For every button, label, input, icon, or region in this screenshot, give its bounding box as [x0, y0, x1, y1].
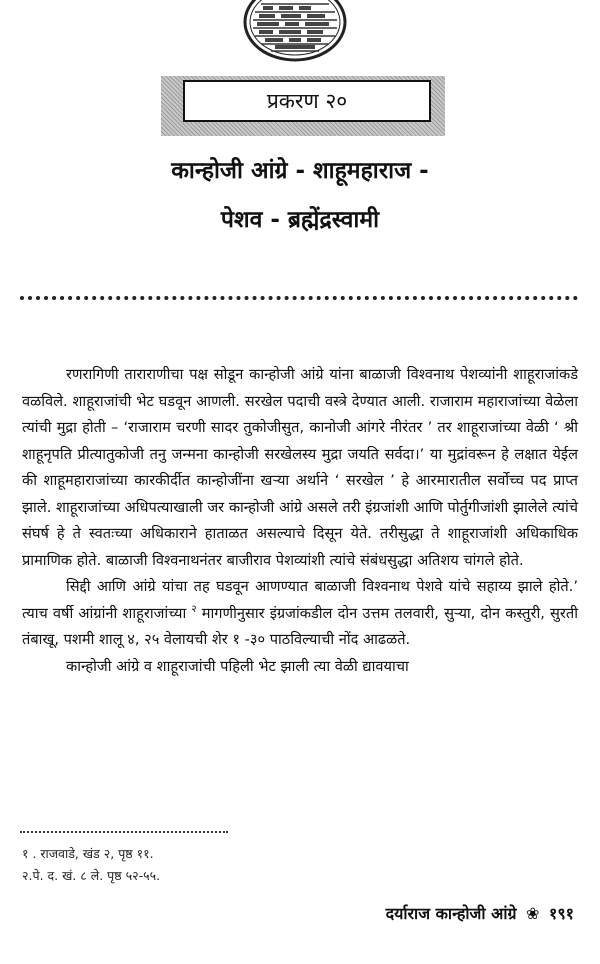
- footnote-2: २.पे. द. खं. ८ ले. पृष्ठ ५२-५५.: [22, 868, 161, 883]
- chapter-title-line-1: कान्होजी आंग्रे - शाहूमहाराज -: [171, 158, 429, 184]
- footnote-marker-2: २: [191, 603, 197, 615]
- flower-ornament-icon: ❀: [526, 904, 540, 923]
- chapter-label: प्रकरण २०: [266, 89, 348, 113]
- page-footer: [386, 902, 574, 924]
- paragraph-2-text-a: सिद्दी आणि आंग्रे यांचा तह घडवून आणण्यात बाळाजी विश्वनाथ पेशवे यांचे सहाय्य झाले होते.’ त्याच वर्षी आंग्रांनी शाहूराजांच्या: [22, 578, 578, 622]
- body-text: [22, 362, 578, 680]
- chapter-title-line-2: पेशव - ब्रह्मेंद्रस्वामी: [220, 207, 380, 233]
- paragraph-2-text-b: मागणीनुसार इंग्रजांकडील दोन उत्तम तलवारी, सुऱ्या, दोन कस्तुरी, सुरती तंबाखू, पशमी शालू ४, २५ वेलायची शेर १ -३० पाठविल्याची नोंद आढळते.: [22, 604, 578, 648]
- footnote-divider: [20, 831, 228, 833]
- title-divider: [20, 296, 578, 300]
- paragraph-1: रणरागिणी ताराराणीचा पक्ष सोडून कान्होजी आंग्रे यांना बाळाजी विश्वनाथ पेशव्यांनी शाहूराजांकडे वळविले. शाहूराजांची भेट घडवून आणली. सरखेल पदाची वस्त्रे देण्यात आली. राजाराम महाराजांच्या वेळेला त्यांची मुद्रा होती – ‘राजाराम चरणी सादर तुकोजीसुत, कानोजी आंगरे नीरंतर ’ तर शाहूराजांच्या वेळी ‘ श्री शाहूनृपति प्रीत्यातुकोजी तनु जन्मना कान्होजी सरखेलस्य मुद्रा जयति सर्वदा।’ या मुद्रांवरून हे लक्षात येईल की शाहूमहाराजांच्या कारकीर्दीत कान्होजींना खऱ्या अर्थाने ‘ सरखेल ’ हे आरमारातील सर्वोच्च पद प्राप्त झाले. शाहूराजांच्या अधिपत्याखाली जर कान्होजी आंग्रे असले तरी इंग्रजांशी आणि पोर्तुगीजांशी झालेले त्यांचे संघर्ष हे ते स्वतःच्या अधिकाराने हाताळत असल्याचे दिसून येते. तरीसुद्धा ते शाहूराजांशी अधिकाधिक प्रामाणिक होते. बाळाजी विश्वनाथनंतर बाजीराव पेशव्यांशी त्यांचे संबंधसुद्धा अतिशय चांगले होते.: [22, 366, 578, 569]
- footnotes: [22, 843, 322, 887]
- paragraph-2: [22, 574, 578, 654]
- seal-stamp: [241, 0, 349, 62]
- chapter-label-box: [183, 80, 431, 122]
- footer-book-title: दर्याराज कान्होजी आंग्रे: [385, 904, 517, 923]
- footnote-1: १ . राजवाडे, खंड २, पृष्ठ ११.: [22, 846, 154, 861]
- page-number: १९१: [549, 904, 574, 923]
- paragraph-3: कान्होजी आंग्रे व शाहूराजांची पहिली भेट झाली त्या वेळी द्यावयाचा: [66, 657, 409, 675]
